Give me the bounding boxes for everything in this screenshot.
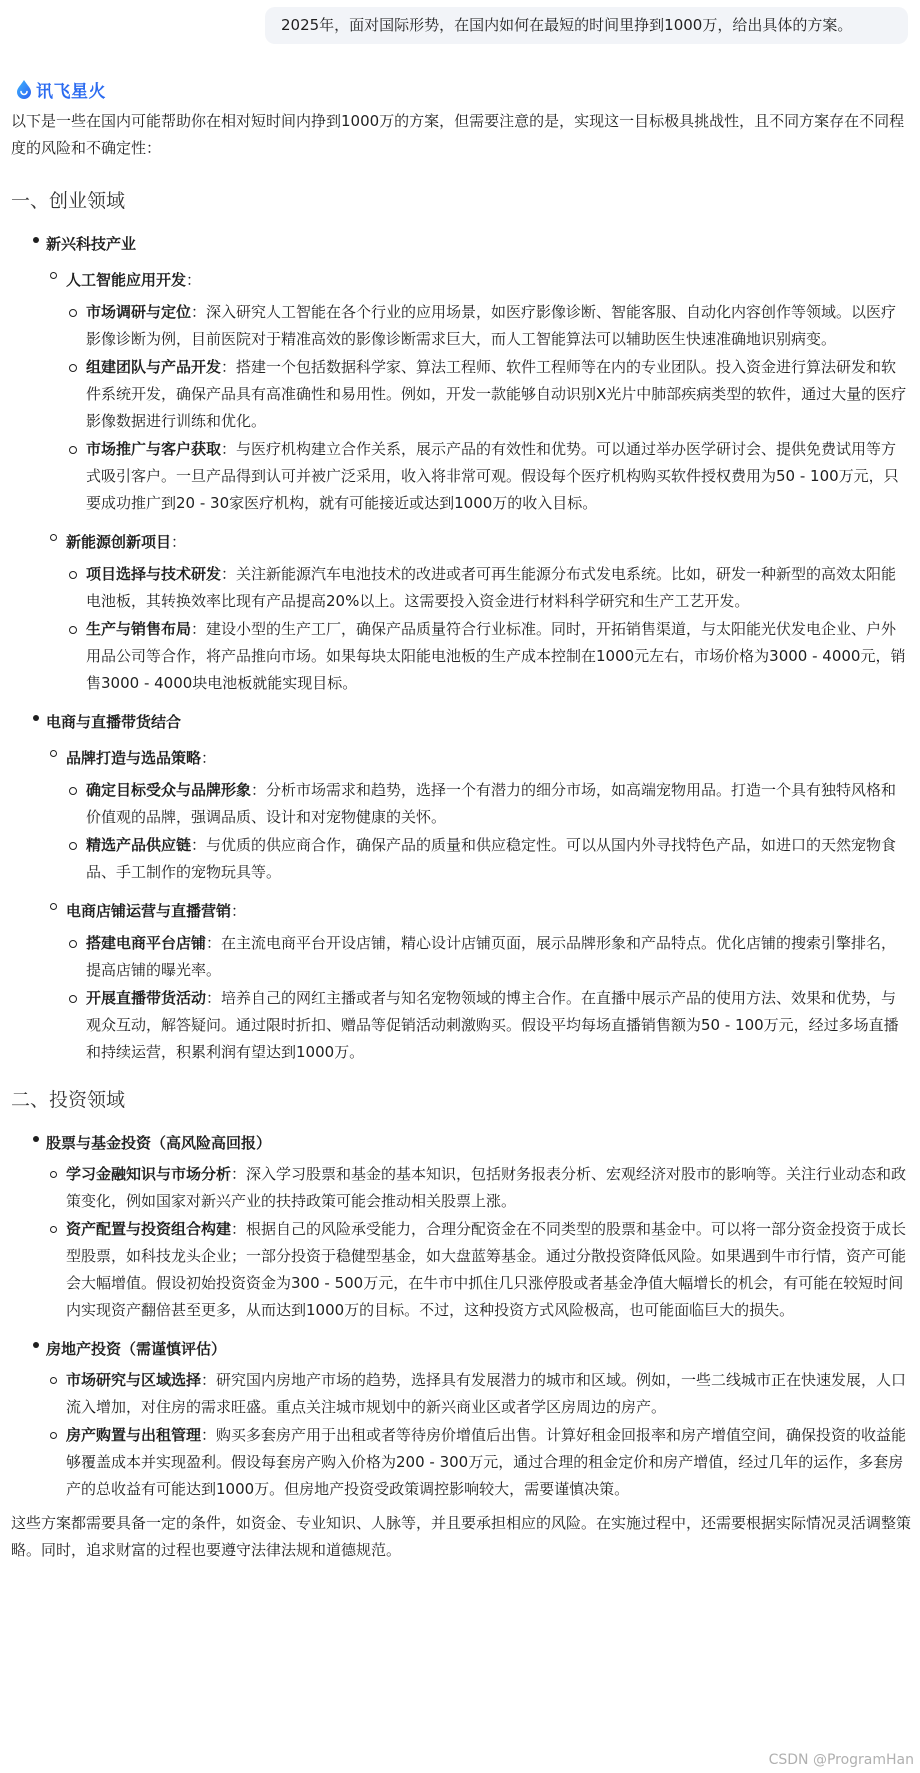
subgroup-title: 新能源创新项目： [66,533,187,551]
list-item [11,1125,911,1325]
subgroup-title: 品牌打造与选品策略： [66,749,217,767]
item-list [66,561,911,698]
group-title: 股票与基金投资（高风险高回报） [46,1134,272,1152]
list-item: 市场研究与区域选择：研究国内房地产市场的趋势，选择具有发展潜力的城市和区域。例如，一些二线城市正在快速发展，人口流入增加，对住房的需求旺盛。重点关注城市规划中的新兴商业区或者学区房周边的房产。 [46,1367,911,1422]
list-item: 项目选择与技术研发：关注新能源汽车电池技术的改进或者可再生能源分布式发电系统。比如，研发一种新型的高效太阳能电池板，其转换效率比现有产品提高20%以上。这需要投入资金进行材料科学研究和生产工艺开发。 [66,561,911,616]
subgroup-list [46,262,911,698]
section-list [11,226,911,1067]
item-list [66,930,911,1067]
answer-outro: 这些方案都需要具备一定的条件，如资金、专业知识、人脉等，并且要承担相应的风险。在实施过程中，还需要根据实际情况灵活调整策略。同时，追求财富的过程也要遵守法律法规和道德规范。 [11,1514,912,1559]
subgroup-title: 人工智能应用开发： [66,271,202,289]
list-item [46,893,911,1067]
section-list [11,1125,911,1504]
item-list [66,777,911,887]
list-item [46,262,911,518]
answer-intro: 以下是一些在国内可能帮助你在相对短时间内挣到1000万的方案，但需要注意的是，实现这一目标极具挑战性，且不同方案存在不同程度的风险和不确定性： [11,112,905,157]
item-list [46,1367,911,1504]
section-heading: 一、创业领域 [11,190,126,212]
list-item: 学习金融知识与市场分析：深入学习股票和基金的基本知识，包括财务报表分析、宏观经济对股市的影响等。关注行业动态和政策变化，例如国家对新兴产业的扶持政策可能会推动相关股票上涨。 [46,1161,911,1216]
spark-droplet-icon [14,79,34,99]
list-item: 组建团队与产品开发：搭建一个包括数据科学家、算法工程师、软件工程师等在内的专业团队。投入资金进行算法研发和软件系统开发，确保产品具有高准确性和易用性。例如，开发一款能够自动识别X光片中肺部疾病类型的软件，通过大量的医疗影像数据进行训练和优化。 [66,354,911,436]
subgroup-title: 电商店铺运营与直播营销： [66,902,247,920]
item-list [46,1161,911,1325]
list-item [46,524,911,698]
list-item [11,1331,911,1504]
user-message-bubble: 2025年，面对国际形势，在国内如何在最短的时间里挣到1000万，给出具体的方案。 [265,7,908,44]
group-title: 房地产投资（需谨慎评估） [46,1340,227,1358]
list-item: 搭建电商平台店铺：在主流电商平台开设店铺，精心设计店铺页面，展示品牌形象和产品特点。优化店铺的搜索引擎排名，提高店铺的曝光率。 [66,930,911,985]
list-item: 房产购置与出租管理：购买多套房产用于出租或者等待房价增值后出售。计算好租金回报率和房产增值空间，确保投资的收益能够覆盖成本并实现盈利。假设每套房产购入价格为200 - 300万元，通过合理的租金定价和房产增值，经过几年的运作，多套房产的总收益有可能达到1000万。但房地产投资受政策调控影响较大，需要谨慎决策。 [46,1422,911,1504]
item-list [66,299,911,518]
answer-content [11,108,911,1564]
assistant-logo [14,77,106,101]
list-item: 精选产品供应链：与优质的供应商合作，确保产品的质量和供应稳定性。可以从国内外寻找特色产品，如进口的天然宠物食品、手工制作的宠物玩具等。 [66,832,911,887]
subgroup-list [46,740,911,1067]
list-item: 资产配置与投资组合构建：根据自己的风险承受能力，合理分配资金在不同类型的股票和基金中。可以将一部分资金投资于成长型股票，如科技龙头企业；一部分投资于稳健型基金，如大盘蓝筹基金。通过分散投资降低风险。如果遇到牛市行情，资产可能会大幅增值。假设初始投资资金为300 - 500万元，在牛市中抓住几只涨停股或者基金净值大幅增长的机会，有可能在较短时间内实现资产翻倍甚至更多，从而达到1000万的目标。不过，这种投资方式风险极高，也可能面临巨大的损失。 [46,1216,911,1325]
list-item: 确定目标受众与品牌形象：分析市场需求和趋势，选择一个有潜力的细分市场，如高端宠物用品。打造一个具有独特风格和价值观的品牌，强调品质、设计和对宠物健康的关怀。 [66,777,911,832]
list-item: 市场推广与客户获取：与医疗机构建立合作关系，展示产品的有效性和优势。可以通过举办医学研讨会、提供免费试用等方式吸引客户。一旦产品得到认可并被广泛采用，收入将非常可观。假设每个医疗机构购买软件授权费用为50 - 100万元，只要成功推广到20 - 30家医疗机构，就有可能接近或达到1000万的收入目标。 [66,436,911,518]
section-heading: 二、投资领域 [11,1089,126,1111]
list-item [11,226,911,698]
watermark: CSDN @ProgramHan [768,1752,914,1768]
list-item: 市场调研与定位：深入研究人工智能在各个行业的应用场景，如医疗影像诊断、智能客服、自动化内容创作等领域。以医疗影像诊断为例，目前医院对于精准高效的影像诊断需求巨大，而人工智能算法可以辅助医生快速准确地识别病变。 [66,299,911,354]
list-item: 生产与销售布局：建设小型的生产工厂，确保产品质量符合行业标准。同时，开拓销售渠道，与太阳能光伏发电企业、户外用品公司等合作，将产品推向市场。如果每块太阳能电池板的生产成本控制在1000元左右，市场价格为3000 - 4000元，销售3000 - 4000块电池板就能实现目标。 [66,616,911,698]
assistant-name: 讯飞星火 [36,81,106,102]
group-title: 新兴科技产业 [46,235,137,253]
list-item [46,740,911,887]
group-title: 电商与直播带货结合 [46,713,182,731]
list-item [11,704,911,1067]
list-item: 开展直播带货活动：培养自己的网红主播或者与知名宠物领域的博主合作。在直播中展示产品的使用方法、效果和优势，与观众互动，解答疑问。通过限时折扣、赠品等促销活动刺激购买。假设平均每场直播销售额为50 - 100万元，经过多场直播和持续运营，积累利润有望达到1000万。 [66,985,911,1067]
